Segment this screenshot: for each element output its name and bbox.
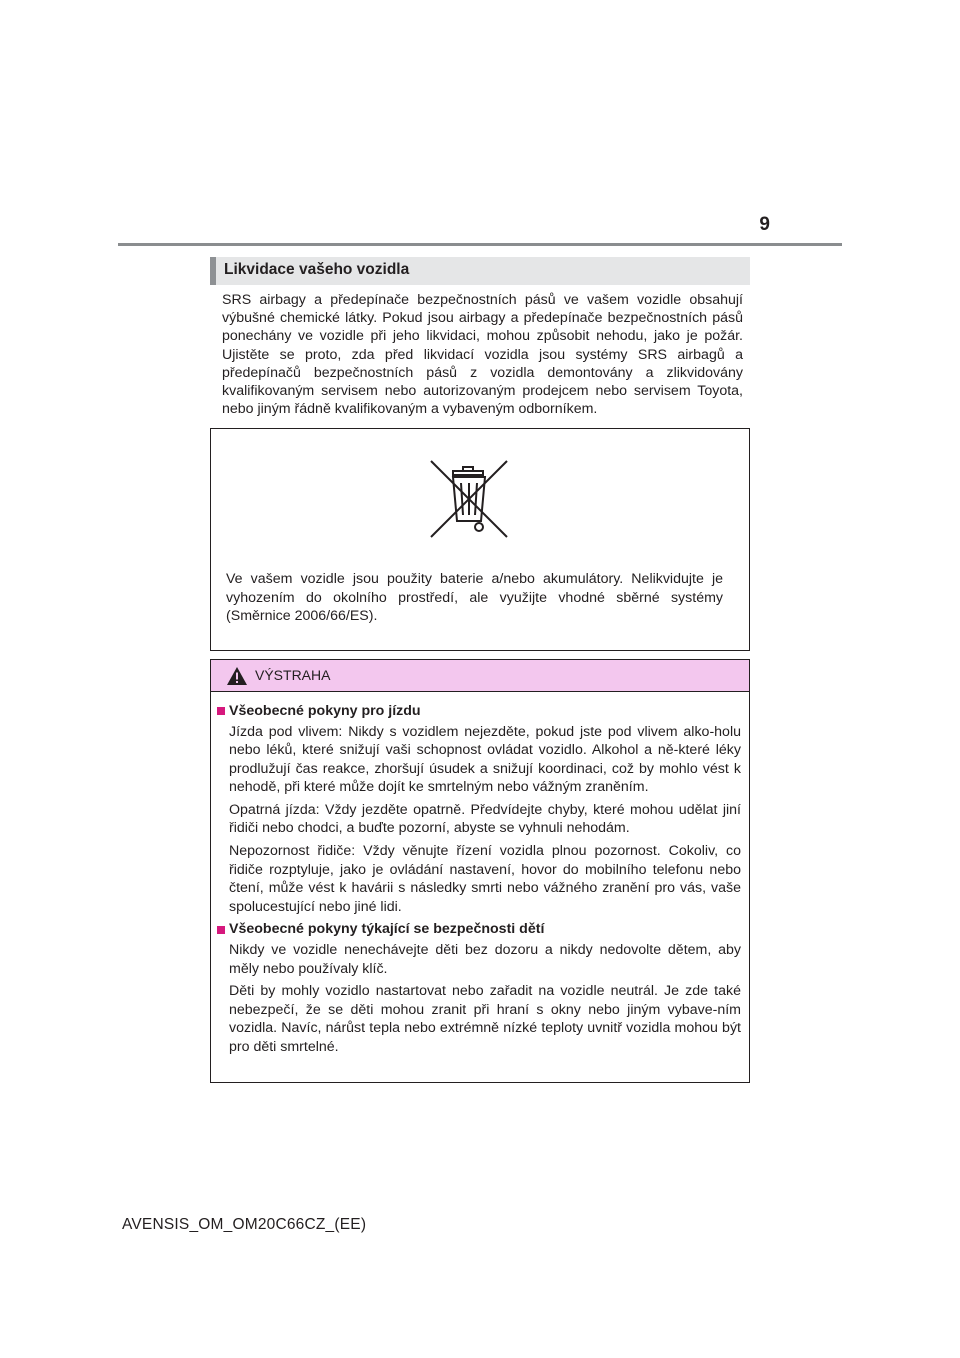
header-rule: [118, 243, 842, 246]
warning-paragraph: Nepozornost řidiče: Vždy věnujte řízení vozidla plnou pozornost. Cokoliv, co řidiče rozptyluje, jako je ovládání nastavení, hovor do mobilního telefonu nebo čtení, může vést k havárii s následky smrti nebo vážného zranění pro vás, vaše spolucestující nebo jiné lidi.: [229, 843, 741, 915]
battery-notice-box: [210, 428, 750, 651]
warning-paragraph: Opatrná jízda: Vždy jezděte opatrně. Předvídejte chyby, které mohou udělat jiní řidiči nebo chodci, a buďte pozorní, abyste se vyhnuli nehodám.: [229, 801, 741, 837]
document-code-footer: AVENSIS_OM_OM20C66CZ_(EE): [122, 1216, 367, 1233]
warning-paragraph: Jízda pod vlivem: Nikdy s vozidlem nejezděte, pokud jste pod vlivem alko-holu nebo léků, které snižují vaši schopnost ovládat vozidlo. Alkohol a ně-které léky prodlužují čas reakce, zhoršují úsudek a snižují koordinaci, což by mohlo vést k nehodě, při které může dojít ke smrtelným nebo vážným zraněním.: [229, 723, 741, 796]
warning-section-heading: [217, 920, 741, 939]
warning-title: VÝSTRAHA: [255, 667, 331, 683]
warning-section-heading: [217, 702, 741, 721]
warning-paragraph: Děti by mohly vozidlo nastartovat nebo zařadit na vozidle neutrál. Je zde také nebezpečí, že se děti mohou zranit při hraní s okny nebo jiným vybave-ním vozidla. Navíc, nárůst tepla nebo extrémně nízké teploty uvnitř vozidla mohou být pro děti smrtelné.: [229, 983, 741, 1055]
warning-paragraph: Nikdy ve vozidle nenechávejte děti bez dozoru a nikdy nedovolte dětem, aby měly nebo používaly klíč.: [229, 941, 741, 977]
warning-body: [217, 702, 741, 1061]
crossed-out-wheelie-bin-icon: [427, 457, 511, 541]
square-bullet-icon: [217, 926, 225, 934]
warning-box: [210, 659, 750, 1083]
section-header: [210, 257, 750, 285]
section-title: Likvidace vašeho vozidla: [224, 261, 410, 278]
warning-header: [211, 660, 749, 692]
square-bullet-icon: [217, 707, 225, 715]
page-number: 9: [759, 214, 770, 235]
warning-triangle-icon: [226, 666, 248, 686]
section-intro-text: SRS airbagy a předepínače bezpečnostních pásů ve vašem vozidle obsahují výbušné chemické látky. Pokud jsou airbagy a předepínače bezpečnostních pásů ponechány ve vozidle při jeho likvidaci, mohou způsobit nehodu, jako je požár. Ujistěte se proto, zda před likvidací vozidla jsou systémy SRS airbagů a předepínačů bezpečnostních pásů z vozidla demontovány a zlikvidovány kvalifikovaným servisem nebo autorizovaným prodejcem nebo servisem Toyota, nebo jiným řádně kvalifikovaným a vybaveným odborníkem.: [222, 292, 743, 418]
section-header-bar: [210, 257, 216, 285]
battery-notice-text: Ve vašem vozidle jsou použity baterie a/nebo akumulátory. Nelikvidujte je vyhozením do okolního prostředí, ale využijte vhodné sběrné systémy (Směrnice 2006/66/ES).: [226, 571, 723, 624]
warning-heading-text: Všeobecné pokyny týkající se bezpečnosti dětí: [229, 921, 545, 938]
warning-heading-text: Všeobecné pokyny pro jízdu: [229, 703, 421, 719]
